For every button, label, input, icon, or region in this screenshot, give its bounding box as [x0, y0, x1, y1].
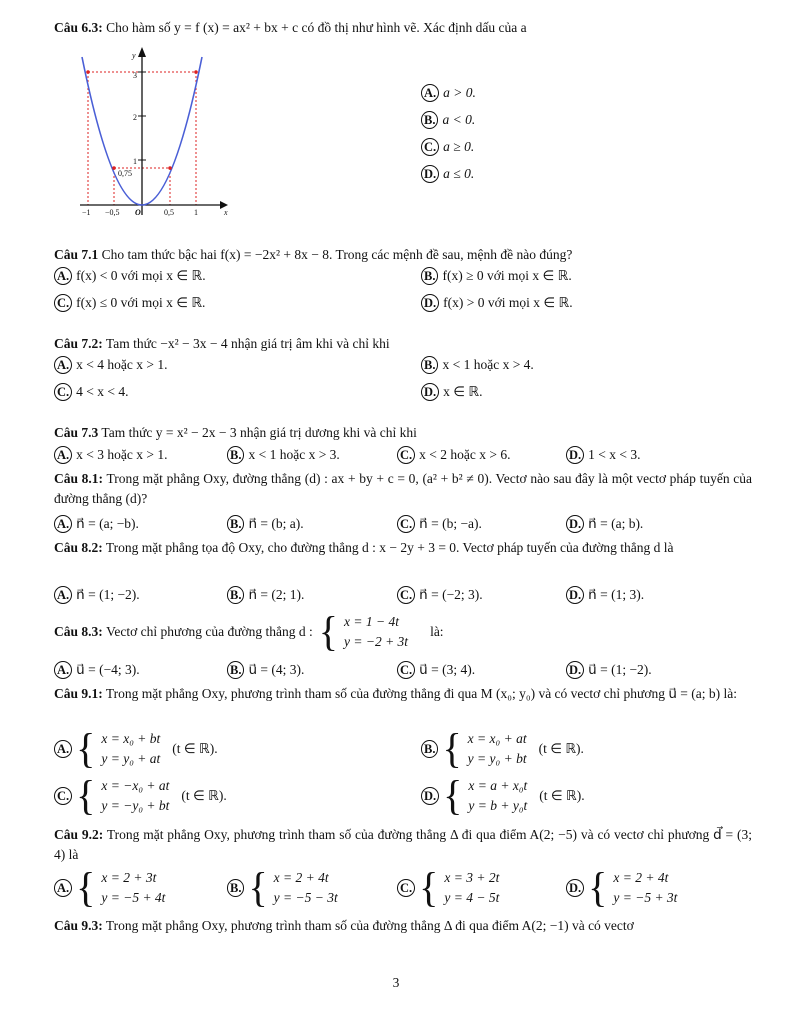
q81-option-d[interactable]: D. n⃗ = (a; b).: [566, 515, 643, 533]
parabola-graph: [78, 45, 238, 220]
q91-option-c[interactable]: C. { x = −x₀ + at y = −y₀ + bt (t ∈ ℝ).: [54, 776, 227, 816]
q63-option-c[interactable]: C. a ≥ 0.: [421, 138, 474, 156]
q91-option-a[interactable]: A. { x = x₀ + bt y = y₀ + at (t ∈ ℝ).: [54, 729, 218, 769]
q73-option-d[interactable]: D. 1 < x < 3.: [566, 446, 641, 464]
q63-option-b[interactable]: B. a < 0.: [421, 111, 475, 129]
q81-option-b[interactable]: B. n⃗ = (b; a).: [227, 515, 304, 533]
q83-option-a[interactable]: A. u⃗ = (−4; 3).: [54, 661, 140, 679]
q82-option-a[interactable]: A. n⃗ = (1; −2).: [54, 586, 140, 604]
q73-option-b[interactable]: B. x < 1 hoặc x > 3.: [227, 446, 340, 464]
q91-option-d[interactable]: D. { x = a + x₀t y = b + y₀t (t ∈ ℝ).: [421, 776, 585, 816]
question-7-1: Câu 7.1 Cho tam thức bậc hai f(x) = −2x² + 8x − 8. Trong các mệnh đề sau, mệnh đề nào đúng?: [54, 247, 573, 262]
question-8-3: Câu 8.3: Vectơ chỉ phương của đường thẳng d : { x = 1 − 4t y = −2 + 3t là:: [54, 607, 444, 656]
question-9-2: Câu 9.2: Trong mặt phẳng Oxy, phương trình tham số của đường thẳng Δ đi qua điểm A(2; −5) và có vectơ chỉ phương d⃗ = (3; 4) là: [54, 827, 752, 862]
q71-option-a[interactable]: A. f(x) < 0 với mọi x ∈ ℝ.: [54, 267, 206, 285]
x-tick-neg05: −0,5: [105, 208, 120, 217]
q81-option-c[interactable]: C. n⃗ = (b; −a).: [397, 515, 482, 533]
q92-option-d[interactable]: D. { x = 2 + 4t y = −5 + 3t: [566, 868, 677, 908]
q82-option-d[interactable]: D. n⃗ = (1; 3).: [566, 586, 644, 604]
q72-option-c[interactable]: C. 4 < x < 4.: [54, 383, 129, 401]
q83-option-d[interactable]: D. u⃗ = (1; −2).: [566, 661, 652, 679]
q91-option-b[interactable]: B. { x = x₀ + at y = y₀ + bt (t ∈ ℝ).: [421, 729, 584, 769]
y-tick-2: 2: [133, 113, 137, 122]
question-8-2: Câu 8.2: Trong mặt phẳng tọa độ Oxy, cho đường thẳng d : x − 2y + 3 = 0. Vectơ pháp tuyến của đường thẳng d là: [54, 540, 674, 555]
x-tick-05: 0,5: [164, 208, 174, 217]
y-tick-3: 3: [133, 71, 137, 80]
q82-option-b[interactable]: B. n⃗ = (2; 1).: [227, 586, 304, 604]
q83-option-b[interactable]: B. u⃗ = (4; 3).: [227, 661, 304, 679]
question-label: Câu 6.3:: [54, 20, 103, 35]
origin-label: O: [135, 208, 141, 217]
q92-option-a[interactable]: A. { x = 2 + 3t y = −5 + 4t: [54, 868, 165, 908]
y-axis-label: y: [132, 51, 136, 60]
q92-option-c[interactable]: C. { x = 3 + 2t y = 4 − 5t: [397, 868, 499, 908]
q72-option-b[interactable]: B. x < 1 hoặc x > 4.: [421, 356, 534, 374]
page-number: 3: [392, 975, 400, 990]
q73-option-c[interactable]: C. x < 2 hoặc x > 6.: [397, 446, 511, 464]
q72-option-d[interactable]: D. x ∈ ℝ.: [421, 383, 482, 401]
q71-option-c[interactable]: C. f(x) ≤ 0 với mọi x ∈ ℝ.: [54, 294, 205, 312]
x-tick-neg1: −1: [82, 208, 91, 217]
question-7-3: Câu 7.3 Tam thức y = x² − 2x − 3 nhận giá trị dương khi và chỉ khi: [54, 425, 417, 440]
q73-option-a[interactable]: A. x < 3 hoặc x > 1.: [54, 446, 168, 464]
q81-option-a[interactable]: A. n⃗ = (a; −b).: [54, 515, 139, 533]
question-7-2: Câu 7.2: Tam thức −x² − 3x − 4 nhận giá trị âm khi và chỉ khi: [54, 336, 390, 351]
q71-option-b[interactable]: B. f(x) ≥ 0 với mọi x ∈ ℝ.: [421, 267, 572, 285]
x-tick-1: 1: [194, 208, 198, 217]
question-6-3: [54, 18, 752, 38]
q63-option-a[interactable]: A. a > 0.: [421, 84, 476, 102]
q63-option-d[interactable]: D. a ≤ 0.: [421, 165, 474, 183]
question-9-3: Câu 9.3: Trong mặt phẳng Oxy, phương trình tham số của đường thẳng Δ đi qua điểm A(2; −1) và có vectơ: [54, 918, 634, 933]
q83-option-c[interactable]: C. u⃗ = (3; 4).: [397, 661, 475, 679]
q71-option-d[interactable]: D. f(x) > 0 với mọi x ∈ ℝ.: [421, 294, 573, 312]
question-9-1: Câu 9.1: Trong mặt phẳng Oxy, phương trình tham số của đường thẳng đi qua M (x₀; y₀) và có vectơ chỉ phương u⃗ = (a; b) là:: [54, 686, 738, 701]
marker-label: 0,75: [118, 169, 132, 178]
q72-option-a[interactable]: A. x < 4 hoặc x > 1.: [54, 356, 168, 374]
x-axis-label: x: [224, 208, 228, 217]
question-8-1: Câu 8.1: Trong mặt phẳng Oxy, đường thẳng (d) : ax + by + c = 0, (a² + b² ≠ 0). Vectơ nào sau đây là một vectơ pháp tuyến của đường thẳng (d)?: [54, 471, 752, 506]
q82-option-c[interactable]: C. n⃗ = (−2; 3).: [397, 586, 483, 604]
param-system: { x = 1 − 4t y = −2 + 3t: [318, 607, 409, 656]
q92-option-b[interactable]: B. { x = 2 + 4t y = −5 − 3t: [227, 868, 338, 908]
y-tick-1: 1: [133, 157, 137, 166]
question-text: Cho hàm số y = f (x) = ax² + bx + c có đồ thị như hình vẽ. Xác định dấu của a: [106, 20, 527, 35]
